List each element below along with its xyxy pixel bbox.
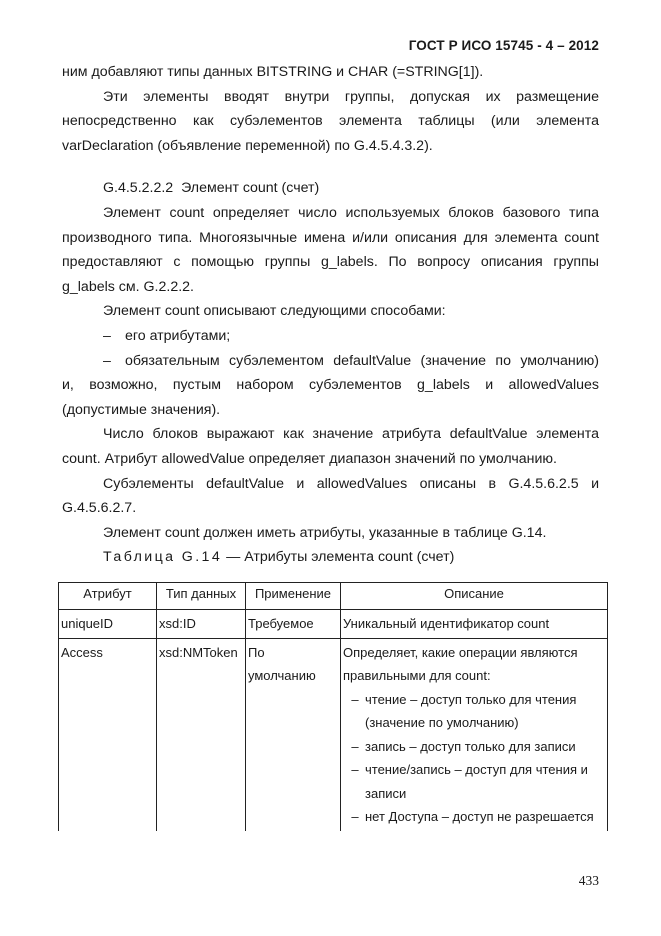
list-dash: – (103, 327, 111, 344)
table-caption-label: Таблица G.14 (103, 549, 223, 566)
paragraph-line: Субэлементы defaultValue и allowedValues описаны в G.4.5.6.2.5 и (103, 475, 599, 492)
description-item (343, 735, 605, 759)
paragraph-line: непосредственно как субэлементов элемента таблицы (или элемента (62, 113, 599, 130)
list-dash: – (351, 762, 359, 777)
paragraph-line: Эти элементы вводят внутри группы, допуская их размещение (103, 88, 599, 105)
table-cell: Access (59, 638, 157, 831)
table-row (59, 610, 608, 639)
paragraph-line: g_labels см. G.2.2.2. (62, 278, 194, 295)
table-cell: Требуемое (246, 610, 341, 639)
paragraph-line: Элемент count должен иметь атрибуты, указанные в таблице G.14. (103, 524, 547, 541)
paragraph-line: (допустимые значения). (62, 401, 221, 418)
paragraph-line: count. Атрибут allowedValue определяет диапазон значений по умолчанию. (62, 450, 557, 467)
section-title: G.4.5.2.2.2 Элемент count (счет) (103, 180, 320, 197)
paragraph-line: G.4.5.6.2.7. (62, 500, 137, 517)
list-item-text: его атрибутами; (125, 327, 231, 344)
cell-line: По (248, 644, 265, 660)
table-caption (62, 545, 599, 570)
description-item-text: запись – доступ только для записи (365, 738, 576, 754)
cell-line: правильными для count: (343, 668, 491, 683)
table-cell: xsd:NMToken (157, 638, 246, 831)
description-item-text: нет Доступа – доступ не разрешается (365, 809, 594, 824)
column-header: Тип данных (157, 583, 246, 610)
list-dash: – (103, 352, 111, 369)
description-item (343, 758, 605, 782)
table-cell (246, 638, 341, 831)
list-dash: – (351, 738, 359, 754)
column-header: Атрибут (59, 583, 157, 610)
table-cell: Уникальный идентификатор count (341, 610, 608, 639)
paragraph-line: и, возможно, пустым набором субэлементов g_labels и allowedValues (62, 377, 599, 394)
description-item-continuation: записи (365, 785, 407, 801)
table-caption-text: — Атрибуты элемента count (счет) (222, 549, 455, 566)
table-cell (341, 638, 608, 831)
column-header: Описание (341, 583, 608, 610)
paragraph-line: Число блоков выражают как значение атрибута defaultValue элемента (103, 426, 599, 443)
description-item (343, 688, 605, 712)
table-cell: xsd:ID (157, 610, 246, 639)
column-header: Применение (246, 583, 341, 610)
paragraph-line: varDeclaration (объявление переменной) по G.4.5.4.3.2). (62, 137, 433, 154)
document-header: ГОСТ Р ИСО 15745 - 4 – 2012 (408, 38, 599, 53)
description-item-continuation: (значение по умолчанию) (365, 715, 519, 730)
list-dash: – (351, 691, 359, 707)
paragraph-line: ним добавляют типы данных BITSTRING и CHAR (=STRING[1]). (62, 64, 484, 80)
cell-line: Определяет, какие операции являются (343, 644, 578, 660)
paragraph-line: предоставляют с помощью группы g_labels. По вопросу описания группы (62, 254, 599, 271)
list-item (62, 349, 599, 374)
description-item (343, 805, 605, 829)
table-row (59, 638, 608, 831)
list-dash: – (351, 809, 359, 824)
table-cell: uniqueID (59, 610, 157, 639)
list-item (62, 324, 599, 349)
table-header-row (59, 583, 608, 610)
paragraph-line: Элемент count описывают следующими способами: (103, 303, 446, 320)
paragraph-line: Элемент count определяет число используемых блоков базового типа (103, 204, 599, 221)
description-item-text: чтение/запись – доступ для чтения и (365, 762, 588, 777)
attributes-table (58, 582, 608, 831)
paragraph-line: производного типа. Многоязычные имена и/или описания для элемента count (62, 229, 599, 246)
cell-line: умолчанию (248, 668, 316, 683)
body-text (62, 60, 599, 570)
description-item-text: чтение – доступ только для чтения (365, 691, 577, 707)
list-item-text: обязательным субэлементом defaultValue (значение по умолчанию) (125, 352, 599, 369)
page-number: 433 (578, 873, 599, 888)
